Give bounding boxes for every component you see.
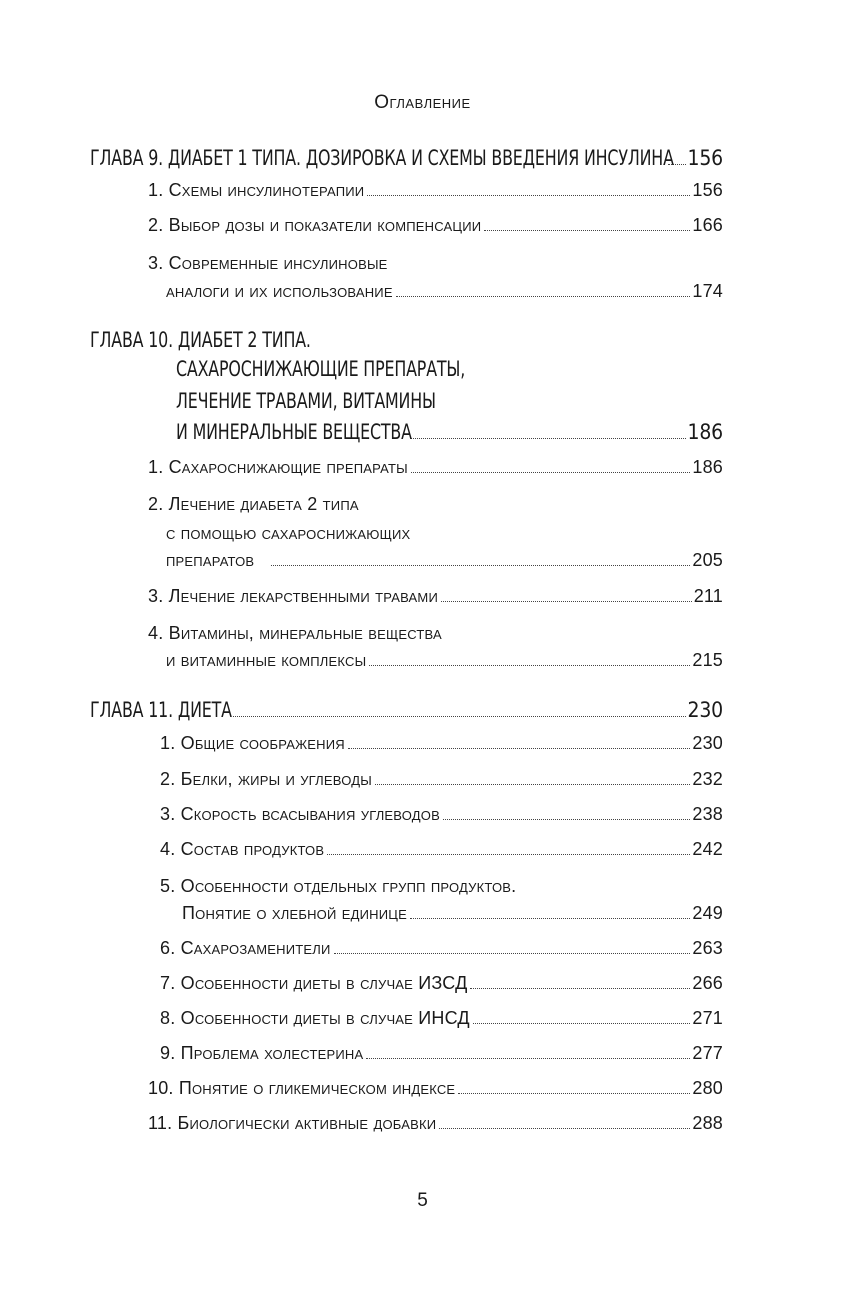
section-page: 186 (692, 457, 723, 477)
toc-section[interactable] (166, 281, 723, 302)
section-page: 211 (693, 586, 723, 606)
toc-section[interactable] (182, 903, 723, 924)
section-page: 242 (692, 839, 723, 859)
leader-dots (348, 748, 690, 749)
toc-chapter-9[interactable] (90, 146, 723, 170)
toc-section[interactable] (160, 733, 723, 754)
section-title: 3. Лечение лекарственными травами (148, 586, 438, 606)
chapter-page: 156 (687, 146, 723, 170)
toc-section[interactable] (148, 586, 723, 607)
toc-section[interactable] (166, 550, 723, 571)
section-page: 288 (692, 1113, 723, 1133)
section-title: 1. Схемы инсулинотерапии (148, 180, 365, 200)
section-page: 205 (692, 550, 723, 570)
chapter-heading-line[interactable]: ЛЕЧЕНИЕ ТРАВАМИ, ВИТАМИНЫ (176, 389, 436, 413)
section-page: 174 (692, 281, 723, 301)
leader-dots (484, 230, 690, 231)
toc-section[interactable] (148, 457, 723, 478)
section-title: препаратов (166, 550, 255, 570)
chapter-page: 230 (687, 698, 723, 722)
section-title: 10. Понятие о гликемическом индексе (148, 1078, 456, 1098)
section-title: Понятие о хлебной единице (182, 903, 407, 923)
leader-dots (366, 1058, 690, 1059)
section-page: 263 (692, 938, 723, 958)
section-page: 230 (692, 733, 723, 753)
section-title: 1. Сахароснижающие препараты (148, 457, 408, 477)
section-page: 156 (692, 180, 723, 200)
leader-dots (396, 296, 691, 297)
section-page: 238 (692, 804, 723, 824)
leader-dots (233, 716, 686, 717)
section-title-line[interactable]: 5. Особенности отдельных групп продуктов. (160, 876, 517, 896)
section-page: 166 (692, 215, 723, 235)
section-title-line[interactable]: с помощью сахароснижающих (166, 523, 411, 543)
section-page: 277 (692, 1043, 723, 1063)
leader-dots (458, 1093, 690, 1094)
leader-dots (367, 195, 690, 196)
leader-dots (271, 565, 690, 566)
toc-section[interactable] (160, 938, 723, 959)
toc-section[interactable] (148, 1078, 723, 1099)
toc-section[interactable] (160, 769, 723, 790)
section-page: 280 (692, 1078, 723, 1098)
chapter-heading: ГЛАВА 11. ДИЕТА (90, 698, 232, 722)
leader-dots (411, 472, 691, 473)
toc-chapter-11[interactable] (90, 698, 723, 722)
toc-section[interactable] (160, 973, 723, 994)
leader-dots (334, 953, 691, 954)
toc-section[interactable] (160, 804, 723, 825)
section-title: 6. Сахарозаменители (160, 938, 331, 958)
section-title: и витаминные комплексы (166, 650, 367, 670)
section-title: 1. Общие соображения (160, 733, 345, 753)
section-title: 8. Особенности диеты в случае ИНСД (160, 1008, 470, 1028)
leader-dots (411, 438, 686, 439)
section-title: 3. Скорость всасывания углеводов (160, 804, 440, 824)
section-page: 266 (692, 973, 723, 993)
toc-section[interactable] (148, 1113, 723, 1134)
section-title: 2. Белки, жиры и углеводы (160, 769, 372, 789)
section-title: 2. Выбор дозы и показатели компенсации (148, 215, 482, 235)
section-title: 9. Проблема холестерина (160, 1043, 364, 1063)
chapter-heading: ГЛАВА 9. ДИАБЕТ 1 ТИПА. ДОЗИРОВКА И СХЕМЫ ВВЕДЕНИЯ ИНСУЛИНА (90, 146, 674, 170)
leader-dots (375, 784, 690, 785)
toc-section[interactable] (160, 1008, 723, 1029)
chapter-heading-line[interactable]: ГЛАВА 10. ДИАБЕТ 2 ТИПА. (90, 328, 311, 352)
section-title: аналоги и их использование (166, 281, 393, 301)
leader-dots (369, 665, 690, 666)
toc-section[interactable] (148, 180, 723, 201)
section-page: 232 (692, 769, 723, 789)
chapter-heading: И МИНЕРАЛЬНЫЕ ВЕЩЕСТВА (176, 420, 412, 444)
section-title-line[interactable]: 3. Современные инсулиновые (148, 253, 388, 273)
toc-chapter-10[interactable] (176, 420, 723, 444)
leader-dots (473, 1023, 691, 1024)
section-title-line[interactable]: 2. Лечение диабета 2 типа (148, 494, 359, 514)
leader-dots (443, 819, 690, 820)
section-title: 4. Состав продуктов (160, 839, 325, 859)
page-title: Оглавление (374, 92, 471, 113)
section-page: 249 (692, 903, 723, 923)
chapter-page: 186 (687, 420, 723, 444)
toc-section[interactable] (148, 215, 723, 236)
section-title-line[interactable]: 4. Витамины, минеральные вещества (148, 623, 442, 643)
section-page: 271 (692, 1008, 723, 1028)
page-number: 5 (417, 1190, 428, 1211)
leader-dots (327, 854, 690, 855)
leader-dots (410, 918, 690, 919)
toc-section[interactable] (166, 650, 723, 671)
leader-dots (470, 988, 690, 989)
section-title: 7. Особенности диеты в случае ИЗСД (160, 973, 468, 993)
toc-section[interactable] (160, 1043, 723, 1064)
section-page: 215 (692, 650, 723, 670)
section-title: 11. Биологически активные добавки (148, 1113, 437, 1133)
leader-dots (441, 601, 692, 602)
toc-section[interactable] (160, 839, 723, 860)
chapter-heading-line[interactable]: САХАРОСНИЖАЮЩИЕ ПРЕПАРАТЫ, (176, 357, 466, 381)
leader-dots (439, 1128, 690, 1129)
